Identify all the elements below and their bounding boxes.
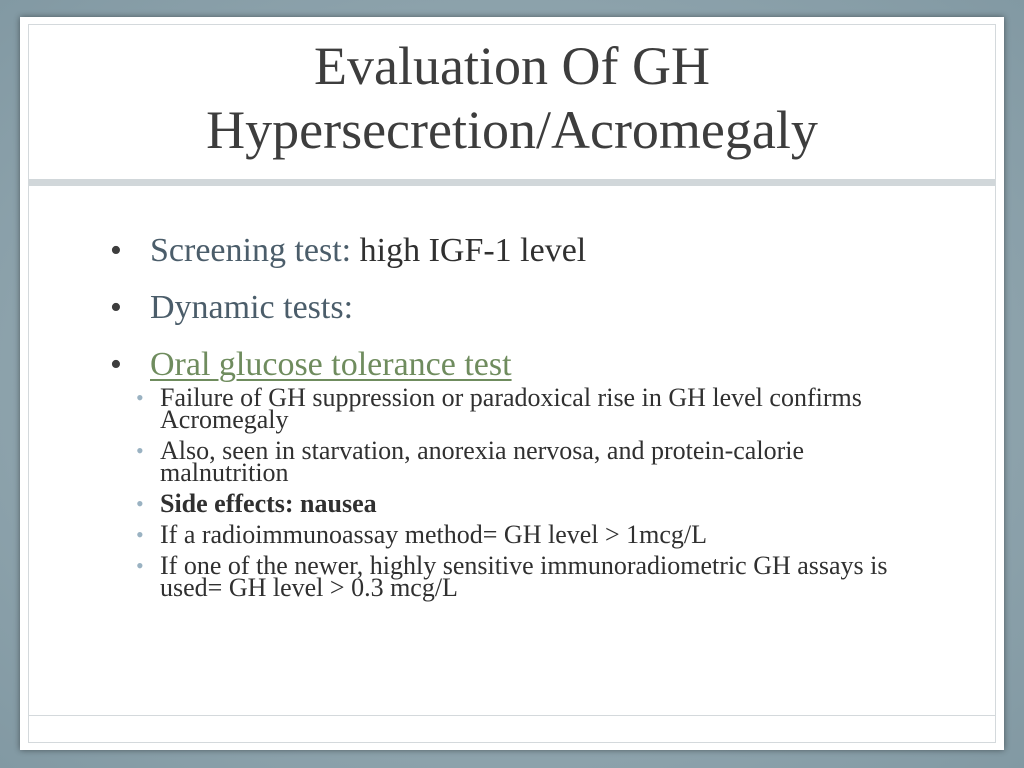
bullet-list bbox=[110, 229, 930, 387]
bullet-ogtt bbox=[110, 343, 930, 387]
slide-title bbox=[62, 34, 962, 162]
bullet-dynamic-tests bbox=[110, 286, 930, 330]
sub-bullet-text: If one of the newer, highly sensitive immunoradiometric GH assays is used= GH level > 0.3 mcg/L bbox=[160, 551, 888, 602]
bullet-screening-test bbox=[110, 229, 930, 273]
sub-bullet-text: Failure of GH suppression or paradoxical rise in GH level confirms Acromegaly bbox=[160, 383, 862, 434]
sub-bullet-text: Also, seen in starvation, anorexia nervosa, and protein-calorie malnutrition bbox=[160, 436, 804, 487]
sub-bullet-marker: • bbox=[136, 438, 144, 463]
side-effects-text: Side effects: nausea bbox=[160, 489, 377, 518]
bullet-marker: • bbox=[110, 232, 122, 269]
title-area bbox=[20, 17, 1004, 179]
sub-bullet-item bbox=[136, 520, 930, 549]
screening-test-value: high IGF-1 level bbox=[351, 232, 587, 269]
title-divider bbox=[29, 179, 995, 186]
sub-bullet-item bbox=[136, 489, 930, 518]
ogtt-link[interactable]: Oral glucose tolerance test bbox=[150, 346, 512, 383]
sub-bullet-list bbox=[136, 383, 930, 602]
sub-bullet-text: If a radioimmunoassay method= GH level > 1mcg/L bbox=[160, 520, 708, 549]
sub-bullet-marker: • bbox=[136, 491, 144, 516]
title-line-2: Hypersecretion/Acromegaly bbox=[206, 100, 818, 160]
sub-bullet-item bbox=[136, 436, 930, 487]
slide-content bbox=[110, 229, 930, 608]
footer-divider bbox=[29, 715, 995, 716]
title-line-1: Evaluation Of GH bbox=[314, 36, 710, 96]
sub-bullet-marker: • bbox=[136, 553, 144, 578]
bullet-marker: • bbox=[110, 346, 122, 383]
bullet-marker: • bbox=[110, 289, 122, 326]
screening-test-label: Screening test: bbox=[150, 232, 352, 269]
slide bbox=[20, 17, 1004, 750]
dynamic-tests-label: Dynamic tests: bbox=[150, 289, 354, 326]
sub-bullet-marker: • bbox=[136, 522, 144, 547]
sub-bullet-marker: • bbox=[136, 385, 144, 410]
sub-bullet-item bbox=[136, 551, 930, 602]
sub-bullet-item bbox=[136, 383, 930, 434]
